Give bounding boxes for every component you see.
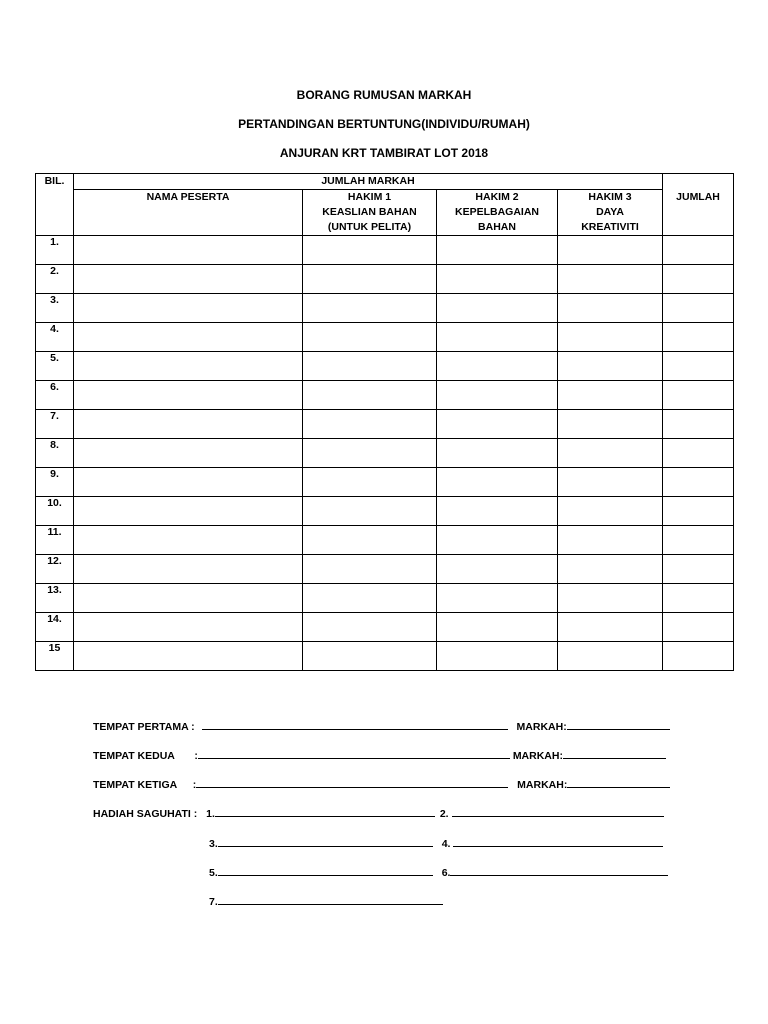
hakim-3-cell[interactable] — [558, 265, 663, 294]
table-row — [36, 236, 734, 265]
hakim-3-cell[interactable] — [558, 468, 663, 497]
hakim-2-cell[interactable] — [437, 497, 558, 526]
hakim-3-cell[interactable] — [558, 439, 663, 468]
consolation-item-number: 6. — [441, 867, 451, 879]
row-number: 2. — [36, 265, 74, 294]
nama-peserta-cell[interactable] — [74, 294, 303, 323]
nama-peserta-cell[interactable] — [74, 613, 303, 642]
table-row — [36, 439, 734, 468]
header-jumlah: JUMLAH — [663, 190, 734, 236]
nama-peserta-cell[interactable] — [74, 265, 303, 294]
nama-peserta-cell[interactable] — [74, 439, 303, 468]
second-place-label: TEMPAT KEDUA — [93, 750, 175, 762]
hakim-2-cell[interactable] — [437, 613, 558, 642]
row-number: 5. — [36, 352, 74, 381]
nama-peserta-cell[interactable] — [74, 323, 303, 352]
hakim-3-cell[interactable] — [558, 555, 663, 584]
jumlah-cell[interactable] — [663, 584, 734, 613]
header-hakim-2 — [437, 190, 558, 236]
jumlah-cell[interactable] — [663, 439, 734, 468]
consolation-field-1[interactable] — [215, 805, 435, 817]
nama-peserta-cell[interactable] — [74, 584, 303, 613]
header-hakim-1 — [303, 190, 437, 236]
header-nama-peserta: NAMA PESERTA — [74, 190, 303, 236]
colon: : — [192, 779, 197, 791]
nama-peserta-cell[interactable] — [74, 555, 303, 584]
hakim-3-cell[interactable] — [558, 613, 663, 642]
nama-peserta-cell[interactable] — [74, 497, 303, 526]
hakim-1-cell[interactable] — [303, 352, 437, 381]
hakim-1-cell[interactable] — [303, 439, 437, 468]
hakim-2-cell[interactable] — [437, 439, 558, 468]
hakim-2-cell[interactable] — [437, 410, 558, 439]
hakim-1-cell[interactable] — [303, 526, 437, 555]
consolation-label: HADIAH SAGUHATI : — [93, 808, 198, 820]
hakim-2-line: HAKIM 2 — [475, 191, 519, 203]
second-place-name-field[interactable] — [198, 747, 510, 759]
row-number: 10. — [36, 497, 74, 526]
hakim-2-line: BAHAN — [478, 221, 516, 233]
hakim-3-cell[interactable] — [558, 323, 663, 352]
hakim-2-cell[interactable] — [437, 294, 558, 323]
hakim-2-line: KEPELBAGAIAN — [454, 206, 539, 218]
third-place-markah-label: MARKAH: — [517, 779, 568, 791]
hakim-1-cell[interactable] — [303, 294, 437, 323]
hakim-3-cell[interactable] — [558, 410, 663, 439]
hakim-1-cell[interactable] — [303, 468, 437, 497]
header-jumlah-markah: JUMLAH MARKAH — [74, 174, 663, 190]
jumlah-cell[interactable] — [663, 526, 734, 555]
consolation-item-number: 4. — [441, 838, 451, 850]
third-place-markah-field[interactable] — [567, 776, 670, 788]
second-place-markah-label: MARKAH: — [512, 750, 563, 762]
second-place-row — [93, 747, 666, 762]
row-number: 3. — [36, 294, 74, 323]
hakim-3-cell[interactable] — [558, 584, 663, 613]
organizer-title: ANJURAN KRT TAMBIRAT LOT 2018 — [279, 146, 489, 160]
colon: : — [194, 750, 198, 762]
consolation-item-number: 7. — [209, 896, 218, 908]
jumlah-cell[interactable] — [663, 236, 734, 265]
hakim-3-cell[interactable] — [558, 381, 663, 410]
hakim-2-cell[interactable] — [437, 584, 558, 613]
row-number: 15 — [36, 642, 74, 671]
row-number: 7. — [36, 410, 74, 439]
table-row — [36, 584, 734, 613]
first-place-markah-label: MARKAH: — [516, 721, 567, 733]
header-bil: BIL. — [36, 174, 74, 236]
form-title: BORANG RUMUSAN MARKAH — [296, 88, 472, 102]
competition-title: PERTANDINGAN BERTUNTUNG(INDIVIDU/RUMAH) — [238, 117, 530, 131]
first-place-row — [93, 718, 670, 733]
nama-peserta-cell[interactable] — [74, 468, 303, 497]
table-row — [36, 555, 734, 584]
consolation-field-5[interactable] — [218, 864, 433, 876]
hakim-1-line: KEASLIAN BAHAN — [322, 206, 417, 218]
hakim-1-cell[interactable] — [303, 555, 437, 584]
hakim-1-cell[interactable] — [303, 497, 437, 526]
third-place-row — [93, 776, 670, 791]
hakim-3-cell[interactable] — [558, 642, 663, 671]
row-number: 9. — [36, 468, 74, 497]
table-row — [36, 613, 734, 642]
first-place-markah-field[interactable] — [567, 718, 670, 730]
nama-peserta-cell[interactable] — [74, 410, 303, 439]
table-row — [36, 294, 734, 323]
table-row — [36, 323, 734, 352]
hakim-2-cell[interactable] — [437, 468, 558, 497]
row-number: 13. — [36, 584, 74, 613]
hakim-3-cell[interactable] — [558, 294, 663, 323]
nama-peserta-cell[interactable] — [74, 381, 303, 410]
hakim-1-cell[interactable] — [303, 584, 437, 613]
hakim-1-cell[interactable] — [303, 381, 437, 410]
hakim-1-line: (UNTUK PELITA) — [327, 221, 412, 233]
nama-peserta-cell[interactable] — [74, 352, 303, 381]
row-number: 11. — [36, 526, 74, 555]
table-row — [36, 265, 734, 294]
nama-peserta-cell[interactable] — [74, 642, 303, 671]
consolation-field-6[interactable] — [450, 864, 668, 876]
table-row — [36, 497, 734, 526]
jumlah-cell[interactable] — [663, 613, 734, 642]
jumlah-cell[interactable] — [663, 410, 734, 439]
third-place-name-field[interactable] — [196, 776, 508, 788]
hakim-3-line: DAYA — [596, 206, 624, 218]
jumlah-cell[interactable] — [663, 468, 734, 497]
consolation-field-2[interactable] — [452, 805, 664, 817]
row-number: 4. — [36, 323, 74, 352]
jumlah-cell[interactable] — [663, 555, 734, 584]
table-row — [36, 526, 734, 555]
jumlah-cell[interactable] — [663, 352, 734, 381]
hakim-2-cell[interactable] — [437, 555, 558, 584]
hakim-1-line: HAKIM 1 — [347, 191, 392, 203]
jumlah-cell[interactable] — [663, 265, 734, 294]
hakim-2-cell[interactable] — [437, 352, 558, 381]
hakim-3-cell[interactable] — [558, 236, 663, 265]
hakim-2-cell[interactable] — [437, 323, 558, 352]
consolation-field-7[interactable] — [218, 893, 443, 905]
consolation-item-number: 5. — [209, 867, 218, 879]
hakim-1-cell[interactable] — [303, 410, 437, 439]
consolation-row-2 — [209, 835, 663, 850]
consolation-item-number: 3. — [209, 838, 218, 850]
header-hakim-3 — [558, 190, 663, 236]
hakim-1-cell[interactable] — [303, 236, 437, 265]
table-row — [36, 642, 734, 671]
third-place-label: TEMPAT KETIGA — [93, 779, 177, 791]
hakim-3-cell[interactable] — [558, 526, 663, 555]
first-place-label: TEMPAT PERTAMA : — [93, 721, 195, 733]
consolation-field-4[interactable] — [453, 835, 663, 847]
hakim-3-line: HAKIM 3 — [588, 191, 632, 203]
nama-peserta-cell[interactable] — [74, 526, 303, 555]
hakim-1-cell[interactable] — [303, 323, 437, 352]
jumlah-cell[interactable] — [663, 294, 734, 323]
consolation-item-number: 1. — [206, 808, 215, 820]
table-row — [36, 352, 734, 381]
hakim-2-cell[interactable] — [437, 526, 558, 555]
table-row — [36, 410, 734, 439]
jumlah-cell[interactable] — [663, 381, 734, 410]
nama-peserta-cell[interactable] — [74, 236, 303, 265]
consolation-row-4 — [209, 893, 443, 908]
consolation-row-3 — [209, 864, 668, 879]
row-number: 1. — [36, 236, 74, 265]
hakim-2-cell[interactable] — [437, 265, 558, 294]
hakim-2-cell[interactable] — [437, 381, 558, 410]
hakim-1-cell[interactable] — [303, 265, 437, 294]
jumlah-cell[interactable] — [663, 497, 734, 526]
consolation-item-number: 2. — [439, 808, 449, 820]
hakim-3-line: KREATIVITI — [581, 221, 639, 233]
consolation-field-3[interactable] — [218, 835, 433, 847]
score-table — [35, 173, 734, 671]
row-number: 14. — [36, 613, 74, 642]
row-number: 8. — [36, 439, 74, 468]
hakim-1-cell[interactable] — [303, 613, 437, 642]
second-place-markah-field[interactable] — [563, 747, 666, 759]
hakim-3-cell[interactable] — [558, 352, 663, 381]
hakim-1-cell[interactable] — [303, 642, 437, 671]
table-row — [36, 468, 734, 497]
hakim-2-cell[interactable] — [437, 642, 558, 671]
hakim-2-cell[interactable] — [437, 236, 558, 265]
jumlah-cell[interactable] — [663, 323, 734, 352]
jumlah-cell[interactable] — [663, 642, 734, 671]
first-place-name-field[interactable] — [202, 718, 508, 730]
consolation-row-1 — [93, 805, 664, 820]
table-row — [36, 381, 734, 410]
row-number: 12. — [36, 555, 74, 584]
hakim-3-cell[interactable] — [558, 497, 663, 526]
row-number: 6. — [36, 381, 74, 410]
